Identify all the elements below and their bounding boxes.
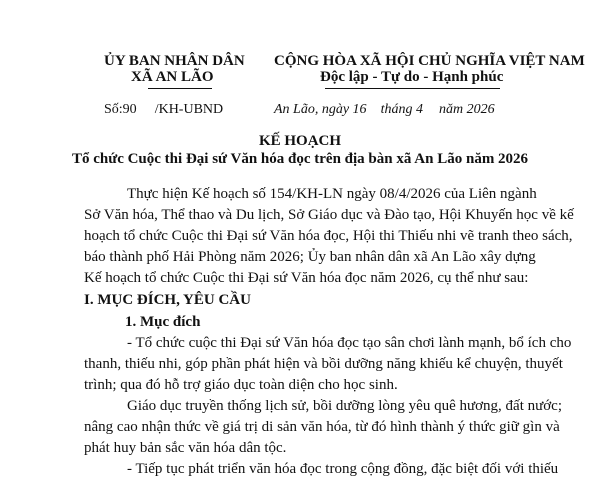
subsection-heading: 1. Mục đích (125, 314, 201, 330)
intro-line: Sở Văn hóa, Thể thao và Du lịch, Sở Giáo dục và Đào tạo, Hội Khuyến học về kế (84, 207, 574, 223)
motto-underline (325, 88, 500, 89)
section-heading: I. MỤC ĐÍCH, YÊU CẦU (84, 292, 251, 308)
agency-name-line1: ỦY BAN NHÂN DÂN (104, 53, 245, 69)
document-number (104, 102, 223, 118)
body-line: thanh, thiếu nhi, góp phần phát hiện và bồi dưỡng năng khiếu kể chuyện, thuyết (84, 356, 563, 372)
agency-underline (148, 88, 212, 89)
document-number-suffix: /KH-UBND (154, 102, 224, 117)
body-line-partial: - Tiếp tục phát triển văn hóa đọc trong cộng đồng, đặc biệt đối với thiếu (127, 461, 559, 477)
document-date (274, 102, 495, 118)
date-month: tháng 4 (380, 102, 423, 117)
body-line: nâng cao nhận thức về giá trị di sản văn hóa, từ đó hình thành ý thức giữ gìn và (84, 419, 560, 435)
body-line: trình; qua đó hỗ trợ giáo dục toàn diện cho học sinh. (84, 377, 398, 393)
body-line: phát huy bản sắc văn hóa dân tộc. (84, 440, 287, 456)
body-line: Giáo dục truyền thống lịch sử, bồi dưỡng lòng yêu quê hương, đất nước; (127, 398, 562, 414)
intro-line: Kế hoạch tổ chức Cuộc thi Đại sứ Văn hóa đọc năm 2026, cụ thể như sau: (84, 270, 529, 286)
intro-line: hoạch tổ chức Cuộc thi Đại sứ Văn hóa đọc, Hội thi Thiếu nhi vẽ tranh theo sách, (84, 228, 573, 244)
body-line: - Tổ chức cuộc thi Đại sứ Văn hóa đọc tạo sân chơi lành mạnh, bổ ích cho (127, 335, 572, 351)
national-motto: Độc lập - Tự do - Hạnh phúc (320, 69, 504, 85)
document-number-prefix: Số:90 (104, 102, 137, 117)
date-place-day: An Lão, ngày 16 (274, 102, 367, 117)
intro-line: Thực hiện Kế hoạch số 154/KH-LN ngày 08/4/2026 của Liên ngành (127, 186, 537, 202)
document-subtitle: Tổ chức Cuộc thi Đại sứ Văn hóa đọc trên địa bàn xã An Lão năm 2026 (71, 151, 529, 167)
national-title: CỘNG HÒA XÃ HỘI CHỦ NGHĨA VIỆT NAM (274, 53, 585, 69)
agency-name-line2: XÃ AN LÃO (131, 69, 214, 85)
intro-line: báo thành phố Hải Phòng năm 2026; Ủy ban nhân dân xã An Lão xây dựng (84, 249, 536, 265)
date-year: năm 2026 (438, 102, 495, 117)
document-title: KẾ HOẠCH (258, 133, 342, 149)
